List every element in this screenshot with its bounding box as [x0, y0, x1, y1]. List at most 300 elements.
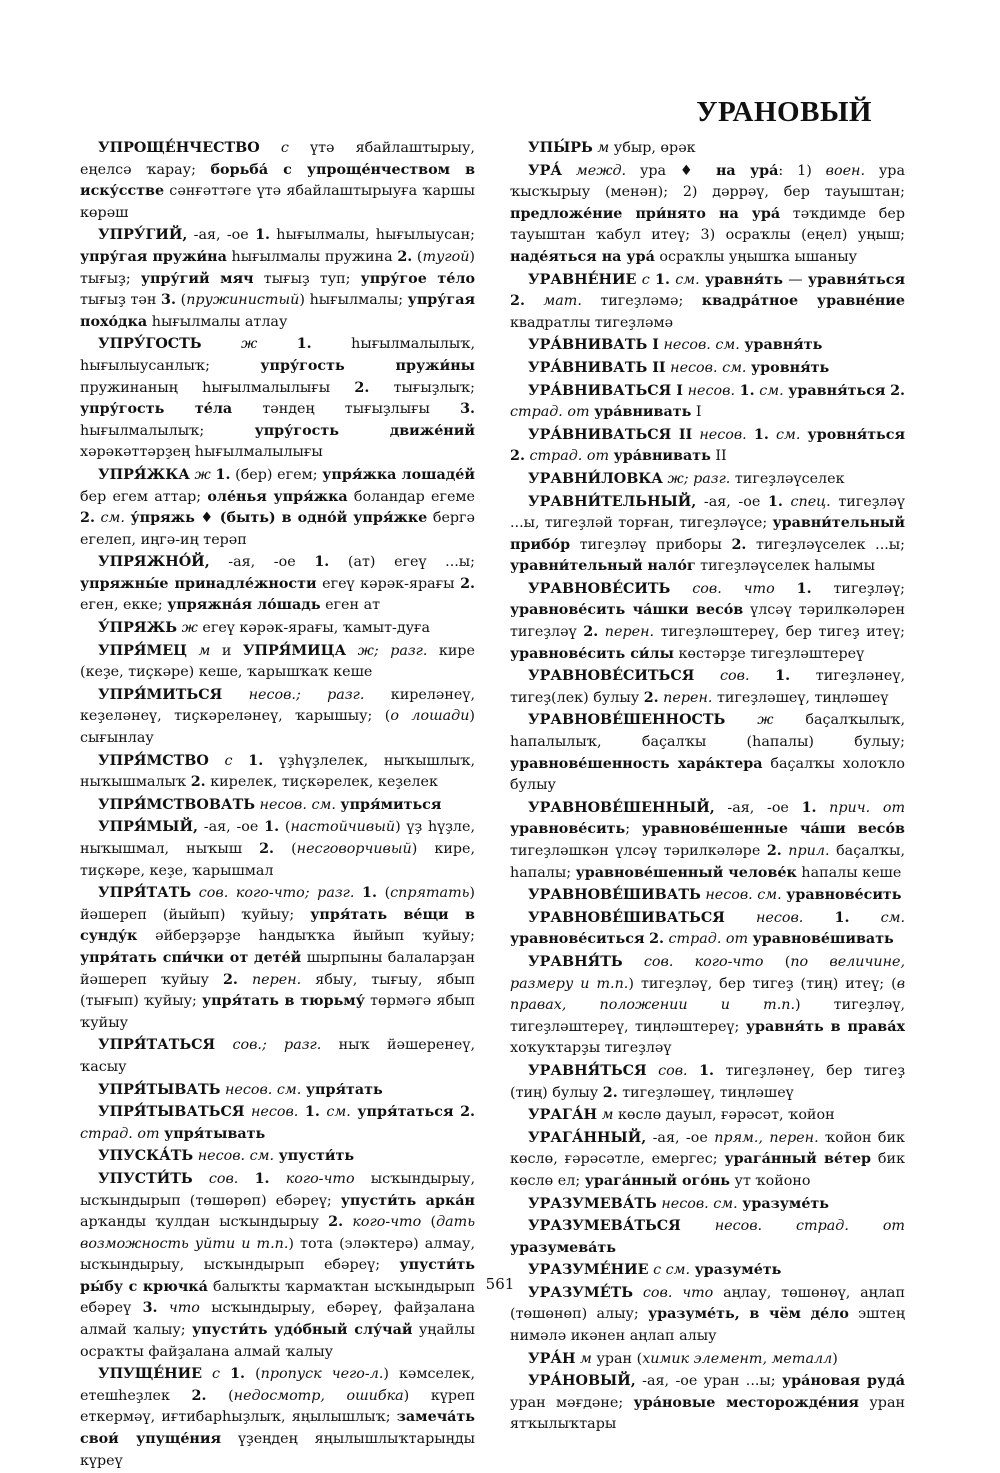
- entry-italic-text: ж; разг.: [662, 470, 731, 487]
- entry-italic-text: с см.: [648, 1262, 691, 1279]
- entry-italic-text: с: [208, 752, 249, 769]
- entry-text: : 1): [778, 162, 826, 179]
- entry-bold-text: 3.: [161, 292, 176, 309]
- dictionary-entry: [80, 1080, 475, 1102]
- entry-bold-text: упусти́ть ры́бу с крючка́: [80, 1257, 475, 1295]
- entry-text: баҫалҡылыҡ, һапалылыҡ, баҫалҡы (һапалы) булыу;: [510, 712, 905, 751]
- entry-text: арҡанды ҡулдан ысҡындырыу: [80, 1214, 329, 1231]
- entry-text: -ая, -ое: [209, 554, 315, 571]
- entry-italic-text: дать возможность уйти и т.п.: [80, 1214, 475, 1252]
- entry-text: кире (кеҙе, тиҫкәре) кеше, ҡарышҡаҡ кеше: [80, 642, 476, 681]
- entry-italic-text: кого-что: [343, 1214, 422, 1231]
- entry-text: ) сығынлау: [80, 708, 475, 747]
- dictionary-entry: [80, 1035, 475, 1078]
- entry-bold-text: УРАВНОВЕ́ШИВАТЬСЯ: [528, 909, 725, 926]
- entry-bold-text: УПРЯ́МСТВОВАТЬ: [98, 796, 256, 813]
- entry-text: көстәрҙе тигеҙләштереү: [673, 645, 865, 662]
- entry-text: ҡойон бик көслө, ғәрәсәтле, емергес;: [510, 1129, 905, 1168]
- entry-bold-text: 2.: [583, 624, 599, 641]
- entry-bold-text: 3.: [142, 1300, 158, 1317]
- entry-text: -ая, -ое: [187, 227, 256, 244]
- entry-italic-text: несов. см.: [665, 359, 747, 376]
- entry-bold-text: оле́нья упря́жка: [207, 488, 348, 505]
- entry-italic-text: ж: [189, 466, 216, 483]
- entry-bold-text: УРАВНИ́ТЕЛЬНЫЙ,: [528, 493, 697, 510]
- entry-bold-text: 1.: [699, 1062, 715, 1079]
- entry-italic-text: несов. см.: [255, 796, 336, 813]
- entry-italic-text: см.: [319, 1104, 351, 1121]
- entry-bold-text: 2.: [328, 1214, 344, 1231]
- entry-italic-text: несов. см.: [220, 1081, 302, 1098]
- entry-text: ура ҡысҡырыу (менән); 2) дәррәү, бер тауыштан;: [510, 162, 905, 201]
- entry-italic-text: несов.: [244, 1104, 299, 1121]
- entry-text: (: [279, 819, 291, 836]
- entry-bold-text: ура́новые месторожде́ния: [633, 1394, 859, 1411]
- entry-bold-text: УПУСКА́ТЬ: [98, 1148, 194, 1165]
- entry-text: ысҡындырыу, ебәреү, файҙалана алмай ҡалыу;: [80, 1300, 475, 1339]
- entry-bold-text: 1.: [255, 227, 270, 244]
- entry-italic-text: сов. что: [670, 580, 775, 597]
- dictionary-entry: [510, 710, 905, 796]
- entry-bold-text: 2.: [397, 248, 413, 265]
- entry-italic-text: прям., перен.: [714, 1129, 819, 1146]
- entry-bold-text: УПРЯ́ТЫВАТЬ: [98, 1081, 221, 1098]
- entry-italic-text: тугой: [422, 248, 470, 265]
- entry-bold-text: 2.: [890, 382, 906, 399]
- entry-bold-text: упру́гая пружи́на: [80, 248, 227, 265]
- entry-text: үтә ябайлаштырыу, еңелсә ҡарау;: [80, 140, 475, 178]
- entry-bold-text: уравнове́сить: [510, 821, 626, 838]
- entry-text: тығыҙлыҡ;: [369, 379, 475, 396]
- dictionary-entry: [510, 1105, 905, 1127]
- entry-bold-text: 1.: [254, 1170, 270, 1187]
- entry-bold-text: 2.: [766, 843, 782, 859]
- entry-text: һығылмалы пружина: [226, 248, 398, 265]
- entry-text: ) тигеҙләү, бер тигеҙ (тиң) итеү; (: [628, 975, 897, 992]
- entry-text: (: [421, 1214, 437, 1231]
- entry-bold-text: уравнове́шенный челове́к: [575, 864, 797, 881]
- entry-text: бик көслө ел;: [510, 1151, 906, 1189]
- entry-text: (: [274, 841, 297, 857]
- entry-text: [775, 581, 797, 597]
- entry-italic-text: кого-что: [269, 1170, 355, 1187]
- entry-bold-text: 1.: [753, 426, 769, 443]
- entry-italic-text: химик элемент, металл: [642, 1350, 833, 1367]
- entry-text: ) тығыҙ;: [80, 248, 475, 287]
- entry-bold-text: упря́тать: [305, 1081, 383, 1098]
- entry-bold-text: 2.: [510, 293, 525, 310]
- entry-text: (: [763, 953, 791, 970]
- entry-text: [354, 885, 362, 901]
- entry-text: тәндең тығыҙлығы: [232, 401, 461, 418]
- entry-bold-text: 1.: [362, 885, 377, 902]
- entry-bold-text: (быть) в одно́й упря́жке: [219, 510, 428, 527]
- dictionary-entry: [510, 335, 905, 357]
- entry-text: ура ♦: [626, 162, 716, 179]
- entry-bold-text: УРАВНЕ́НИЕ: [528, 271, 637, 288]
- entry-bold-text: 2.: [460, 575, 475, 592]
- entry-italic-text: мат.: [524, 293, 582, 310]
- dictionary-entry: [80, 883, 475, 1034]
- entry-bold-text: УРАЗУМЕВА́ТЬСЯ: [528, 1218, 681, 1235]
- entry-bold-text: упряжна́я ло́шадь: [167, 597, 321, 614]
- dictionary-entry: [80, 1169, 475, 1363]
- entry-text: (: [175, 292, 187, 309]
- entry-italic-text: перен.: [658, 689, 713, 706]
- entry-bold-text: УРАВНОВЕ́ШИВАТЬ: [528, 887, 701, 904]
- entry-bold-text: УРАЗУМЕ́НИЕ: [528, 1262, 649, 1279]
- entry-bold-text: уравня́ться: [788, 382, 886, 399]
- entry-bold-text: уровня́ться: [807, 426, 906, 443]
- entry-text: уран мәғдәне;: [510, 1394, 634, 1411]
- dictionary-entry: [510, 469, 905, 491]
- entry-bold-text: УРА́Н: [528, 1350, 576, 1367]
- entry-italic-text: в правах, положении и т.п.: [510, 975, 906, 1014]
- entry-bold-text: у́пряжь: [130, 510, 195, 527]
- entry-text: ♦: [194, 510, 220, 527]
- entry-bold-text: 2.: [259, 841, 274, 857]
- entry-bold-text: УРАВНЯ́ТЬ: [528, 953, 623, 970]
- entry-italic-text: прич. от: [816, 799, 906, 816]
- entry-bold-text: УПРУ́ГИЙ,: [98, 227, 188, 244]
- entry-bold-text: 2.: [191, 1387, 207, 1404]
- entry-bold-text: УПУЩЕ́НИЕ: [98, 1366, 203, 1383]
- entry-bold-text: 2.: [510, 448, 525, 465]
- entry-text: һығылмалылыҡ, һығылыусанлыҡ;: [80, 336, 475, 374]
- entry-italic-text: настойчивый: [290, 819, 396, 836]
- entry-bold-text: УПРОЩЕ́НЧЕСТВО: [98, 140, 260, 156]
- entry-bold-text: упру́гость движе́ний: [254, 422, 475, 439]
- right-column: [510, 138, 905, 1437]
- entry-text: тығыҙ тән: [80, 292, 162, 309]
- entry-italic-text: сов. что: [633, 1284, 714, 1301]
- entry-bold-text: УРА́НОВЫЙ,: [528, 1373, 636, 1390]
- entry-text: тигеҙләшеү, тиңләшеү: [617, 1084, 794, 1101]
- entry-text: тигеҙләшеү, тиңләшеү: [712, 689, 889, 706]
- entry-text: эштең нимәлә икәнен аңлап алыу: [510, 1306, 905, 1345]
- entry-italic-text: спрятать: [390, 885, 470, 902]
- entry-text: үлсәү тәрилкәләрен тигеҙләү: [510, 602, 905, 641]
- entry-bold-text: уравня́ться: [807, 271, 906, 288]
- left-column: [80, 138, 475, 1473]
- entry-text: ) үҙ һүҙле, ныҡышмал, ныҡыш: [80, 819, 476, 857]
- entry-bold-text: 1.: [767, 493, 783, 510]
- dictionary-entry: [510, 798, 905, 884]
- entry-bold-text: УПРЯЖНО́Й,: [98, 554, 210, 571]
- entry-text: бергә егелеп, иңгә-иң терәп: [80, 510, 476, 548]
- entry-text: ) йәшереп (йыйып) ҡуйыу;: [80, 885, 475, 923]
- entry-text: тигеҙләмә;: [581, 293, 702, 310]
- entry-italic-text: см.: [669, 271, 700, 288]
- entry-italic-text: сов.: [192, 1170, 239, 1187]
- entry-text: убыр, өрәк: [613, 140, 696, 156]
- entry-bold-text: уразумева́ть: [510, 1239, 616, 1256]
- entry-bold-text: УРАГА́ННЫЙ,: [528, 1129, 647, 1146]
- entry-italic-text: несговорчивый: [296, 841, 412, 857]
- entry-bold-text: УПРЯ́МЕЦ: [98, 642, 187, 659]
- dictionary-entry: [510, 666, 905, 709]
- entry-bold-text: УРАВНЯ́ТЬСЯ: [528, 1062, 647, 1079]
- entry-text: -ая, -ое: [646, 1129, 715, 1146]
- entry-italic-text: страд. от: [524, 448, 610, 465]
- entry-text: ) һығылмалы;: [299, 292, 408, 309]
- entry-bold-text: УРА́ВНИВАТЬ I: [528, 337, 659, 354]
- entry-italic-text: о лошади: [390, 708, 470, 725]
- entry-bold-text: урага́нный ого́нь: [584, 1172, 730, 1189]
- entry-bold-text: борьба́ с упроще́нчеством в иску́сстве: [80, 161, 476, 200]
- entry-text: [747, 427, 754, 443]
- entry-text: уңайлы осраҡты файҙалана алмай ҡалыу: [80, 1322, 475, 1360]
- entry-italic-text: несов. см.: [656, 1195, 738, 1212]
- entry-bold-text: 2.: [190, 774, 206, 791]
- entry-bold-text: уравнове́сить си́лы: [510, 645, 674, 662]
- entry-bold-text: 1.: [230, 1366, 246, 1383]
- entry-bold-text: замеча́ть свои́ упуще́ния: [80, 1409, 475, 1448]
- entry-italic-text: сов.: [646, 1062, 688, 1079]
- entry-text: аңлау, төшөнөү, аңлап (төшөнөп) алыу;: [510, 1284, 905, 1323]
- entry-text: [750, 668, 776, 684]
- entry-text: II: [710, 448, 727, 465]
- entry-text: уран ятҡылыҡтары: [510, 1394, 906, 1433]
- dictionary-entry: [510, 161, 905, 269]
- entry-bold-text: 2.: [731, 536, 747, 553]
- dictionary-entry: [80, 751, 475, 794]
- dictionary-entry: [80, 1146, 475, 1168]
- entry-text: әйберҙәрҙе һандыҡҡа йыйып ҡуйыу;: [137, 928, 475, 945]
- dictionary-entry: [80, 641, 475, 684]
- entry-bold-text: упряжны́е принадле́жности: [80, 575, 317, 592]
- entry-bold-text: уразуме́ть, в чём де́ло: [647, 1306, 849, 1323]
- entry-bold-text: уравня́ть: [704, 271, 783, 288]
- entry-italic-text: ж; разг.: [346, 642, 428, 659]
- entry-bold-text: 2.: [649, 931, 664, 948]
- entry-text: ) кире, тиҫкәре, кеҙе, ҡарышмал: [80, 841, 476, 879]
- entry-text: [238, 1171, 254, 1187]
- entry-text: ) тота (эләктерә) алмау, ысҡындырыу, ысҡындырып ебәреү;: [80, 1235, 475, 1274]
- entry-text: ;: [625, 821, 642, 838]
- dictionary-entry: [80, 465, 475, 551]
- entry-text: боландар егеме: [347, 488, 475, 505]
- entry-italic-text: см.: [768, 426, 801, 443]
- entry-text: (: [245, 1366, 261, 1383]
- entry-italic-text: недосмотр, ошибка: [233, 1387, 404, 1404]
- dictionary-entry: [510, 381, 905, 424]
- entry-text: кирелек, тиҫкәрелек, кеҙелек: [205, 774, 438, 791]
- entry-italic-text: прил.: [781, 843, 830, 859]
- entry-text: и: [221, 642, 243, 659]
- entry-text: тығыҙ туп;: [253, 270, 361, 287]
- entry-bold-text: УРАЗУМЕВА́ТЬ: [528, 1195, 657, 1212]
- entry-bold-text: 1.: [248, 752, 264, 769]
- page-number: 561: [485, 1275, 515, 1293]
- entry-text: тигеҙләүселек ...ы;: [746, 536, 905, 553]
- entry-text: тәҡдимде бер тауыштан ҡабул итеү; 3) осраҡлы (еңел) уңыш;: [510, 205, 905, 244]
- entry-bold-text: УРАВНОВЕ́ШЕННОСТЬ: [528, 712, 726, 729]
- entry-italic-text: м: [575, 1350, 597, 1367]
- entry-italic-text: с: [636, 271, 656, 288]
- entry-bold-text: 1.: [834, 909, 850, 926]
- dictionary-entry: [80, 334, 475, 464]
- entry-text: пружинаның һығылмалылығы: [80, 379, 355, 396]
- entry-bold-text: упря́тать ве́щи в сунду́к: [80, 906, 475, 945]
- entry-text: үҙһүҙлелек, ныҡышлыҡ, ныҡышмалыҡ: [80, 752, 475, 791]
- entry-italic-text: сов. кого-что: [622, 953, 764, 970]
- entry-text: тигеҙләнеү, бер тигеҙ (тиң) булыу: [510, 1062, 905, 1101]
- entry-bold-text: 1.: [739, 382, 755, 399]
- entry-bold-text: УРА́ВНИВАТЬ II: [528, 359, 666, 376]
- entry-italic-text: несов.: [683, 382, 735, 399]
- entry-text: [803, 910, 834, 926]
- entry-text: егеү кәрәк-ярағы, ҡамыт-дуға: [202, 620, 431, 637]
- entry-bold-text: уравни́тельный прибо́р: [510, 515, 905, 553]
- entry-bold-text: уразуме́ть: [694, 1262, 782, 1279]
- dictionary-entry: [80, 795, 475, 817]
- entry-italic-text: несов. страд. от: [680, 1218, 905, 1235]
- entry-italic-text: ж: [201, 336, 297, 353]
- dictionary-entry: [510, 1061, 905, 1104]
- entry-italic-text: несов. см.: [700, 887, 782, 904]
- entry-bold-text: УПУСТИ́ТЬ: [98, 1170, 193, 1187]
- entry-italic-text: страд. от: [664, 931, 749, 948]
- entry-bold-text: УПРЯ́ТАТЬ: [98, 885, 192, 902]
- entry-bold-text: ура́внивать: [613, 448, 711, 465]
- entry-bold-text: упру́гий мяч: [140, 270, 254, 287]
- entry-italic-text: несов. см.: [193, 1148, 275, 1165]
- entry-italic-text: ж: [177, 620, 203, 637]
- entry-bold-text: УРАГА́Н: [528, 1107, 598, 1124]
- entry-text: еген ат: [320, 597, 381, 614]
- entry-text: тигеҙләүселек һалымы: [695, 558, 876, 575]
- dictionary-entry: [510, 358, 905, 380]
- entry-italic-text: спец.: [782, 493, 831, 510]
- entry-text: үҙеңдең яңылышлыҡтарыңды күреү: [80, 1431, 475, 1469]
- dictionary-entry: [80, 1102, 475, 1145]
- entry-italic-text: воен.: [825, 162, 866, 179]
- entry-text: тигеҙләшкән үлсәү тәрилкәләре: [510, 843, 767, 859]
- dictionary-entry: [80, 618, 475, 640]
- entry-text: тигеҙләүселек: [730, 470, 845, 487]
- entry-bold-text: УРА́: [528, 162, 562, 179]
- entry-bold-text: УРАВНОВЕ́СИТЬСЯ: [528, 668, 695, 685]
- entry-bold-text: упря́тывать: [164, 1125, 266, 1142]
- entry-bold-text: уравни́тельный нало́г: [510, 558, 696, 575]
- dictionary-entry: [510, 1194, 905, 1216]
- entry-bold-text: упусти́ть: [278, 1148, 355, 1165]
- entry-text: егеү кәрәк-ярағы: [316, 575, 461, 592]
- entry-text: һығылмалы атлау: [147, 313, 288, 330]
- entry-text: ): [832, 1350, 838, 1367]
- entry-italic-text: м: [187, 642, 222, 659]
- entry-bold-text: предложе́ние при́нято на ура́: [510, 205, 781, 222]
- entry-text: һығылмалы, һығылыусан;: [270, 227, 475, 244]
- entry-italic-text: пропуск чего-л.: [260, 1366, 384, 1383]
- entry-italic-text: см.: [754, 382, 784, 399]
- entry-bold-text: на ура́: [715, 162, 779, 179]
- entry-italic-text: межд.: [562, 162, 627, 179]
- entry-text: (: [206, 1387, 234, 1404]
- entry-text: көслө дауыл, ғәрәсәт, ҡойон: [617, 1107, 835, 1124]
- dictionary-entry: [510, 1216, 905, 1259]
- dictionary-entry: [510, 492, 905, 578]
- dictionary-entry: [80, 685, 475, 750]
- entry-bold-text: упру́гость те́ла: [80, 401, 233, 418]
- entry-bold-text: уравня́ть в права́х: [745, 1018, 905, 1035]
- entry-text: сәнғәттәге үтә ябайлаштырыуға ҡаршы көрәш: [80, 183, 475, 221]
- entry-text: тигеҙләнеү, тигеҙ(лек) булыу: [510, 668, 905, 706]
- entry-italic-text: несов.: [724, 909, 804, 926]
- dictionary-entry: [510, 908, 905, 951]
- entry-text: ) кәмселек, етешһеҙлек: [80, 1366, 475, 1404]
- entry-bold-text: ура́внивать: [594, 404, 692, 421]
- entry-italic-text: пружинистый: [186, 292, 300, 309]
- entry-bold-text: наде́яться на ура́: [510, 248, 655, 265]
- entry-bold-text: УПРЯ́МСТВО: [98, 752, 209, 769]
- entry-bold-text: уравнове́сить: [786, 887, 902, 904]
- entry-bold-text: УРАВНОВЕ́ШЕННЫЙ,: [528, 799, 715, 816]
- entry-bold-text: УРАВНИ́ЛОВКА: [528, 470, 663, 487]
- entry-text: ысҡындырыу, ысҡындырып (төшөрөп) ебәреү;: [80, 1170, 475, 1209]
- entry-bold-text: упря́жка лошаде́й: [322, 466, 476, 483]
- entry-text: төрмәгә ябып ҡуйыу: [80, 993, 475, 1031]
- entry-bold-text: УПРЯ́МИЦА: [242, 642, 347, 659]
- entry-bold-text: 1.: [215, 466, 231, 483]
- entry-italic-text: страд. от: [510, 404, 590, 421]
- dictionary-entry: [510, 1371, 905, 1436]
- entry-bold-text: упря́таться: [357, 1104, 454, 1121]
- entry-bold-text: У́ПРЯЖЬ: [98, 620, 178, 637]
- entry-text: -ая, -ое уран ...ы;: [635, 1373, 783, 1390]
- entry-bold-text: уравнове́ситься: [510, 931, 645, 948]
- entry-bold-text: 1.: [264, 819, 280, 836]
- entry-bold-text: УПРЯ́ТАТЬСЯ: [98, 1037, 216, 1054]
- entry-bold-text: упря́миться: [340, 796, 442, 813]
- entry-bold-text: 2.: [460, 1104, 476, 1121]
- entry-text: баҫалҡы, һапалы;: [510, 843, 905, 881]
- entry-text: тигеҙләү приборы: [570, 536, 732, 553]
- entry-bold-text: уравнове́шивать: [752, 931, 894, 948]
- entry-italic-text: см.: [849, 909, 906, 926]
- entry-bold-text: квадра́тное уравне́ние: [701, 293, 905, 310]
- entry-text: тигеҙләү ...ы, тигеҙләй торған, тигеҙләүсе;: [510, 493, 906, 532]
- entry-bold-text: УРАВНОВЕ́СИТЬ: [528, 580, 671, 597]
- entry-text: уран (: [596, 1350, 643, 1367]
- dictionary-entry: [80, 138, 475, 224]
- entry-bold-text: 2.: [602, 1084, 618, 1101]
- entry-text: (: [412, 248, 423, 265]
- entry-text: (: [376, 885, 391, 902]
- entry-text: еген, екке;: [80, 597, 168, 614]
- entry-bold-text: УРА́ВНИВАТЬСЯ II: [528, 426, 693, 443]
- entry-bold-text: уравнове́шенность хара́ктера: [510, 755, 763, 772]
- entry-italic-text: с: [202, 1366, 231, 1383]
- dictionary-entry: [510, 1349, 905, 1371]
- entry-bold-text: 1.: [775, 668, 791, 685]
- entry-bold-text: упря́тать спи́чки от дете́й: [80, 949, 302, 966]
- entry-italic-text: по величине, размеру и т.п.: [510, 953, 905, 992]
- entry-bold-text: УПРЯ́МИТЬСЯ: [98, 686, 223, 703]
- entry-bold-text: уразуме́ть: [742, 1195, 829, 1212]
- entry-italic-text: см.: [94, 510, 131, 527]
- entry-bold-text: упусти́ть удо́бный слу́чай: [191, 1322, 413, 1339]
- entry-bold-text: уровня́ть: [751, 359, 830, 376]
- entry-italic-text: сов. кого-что; разг.: [191, 885, 355, 902]
- entry-text: [800, 427, 807, 443]
- entry-text: балыҡты ҡармаҡтан ысҡындырып ебәреү: [80, 1278, 476, 1317]
- entry-text: ябыу, тығыу, ябып (тығып) ҡуйыу;: [80, 971, 476, 1010]
- entry-bold-text: УПЫ́РЬ: [528, 140, 593, 156]
- entry-italic-text: перен.: [237, 971, 302, 988]
- dictionary-entry: [510, 138, 905, 160]
